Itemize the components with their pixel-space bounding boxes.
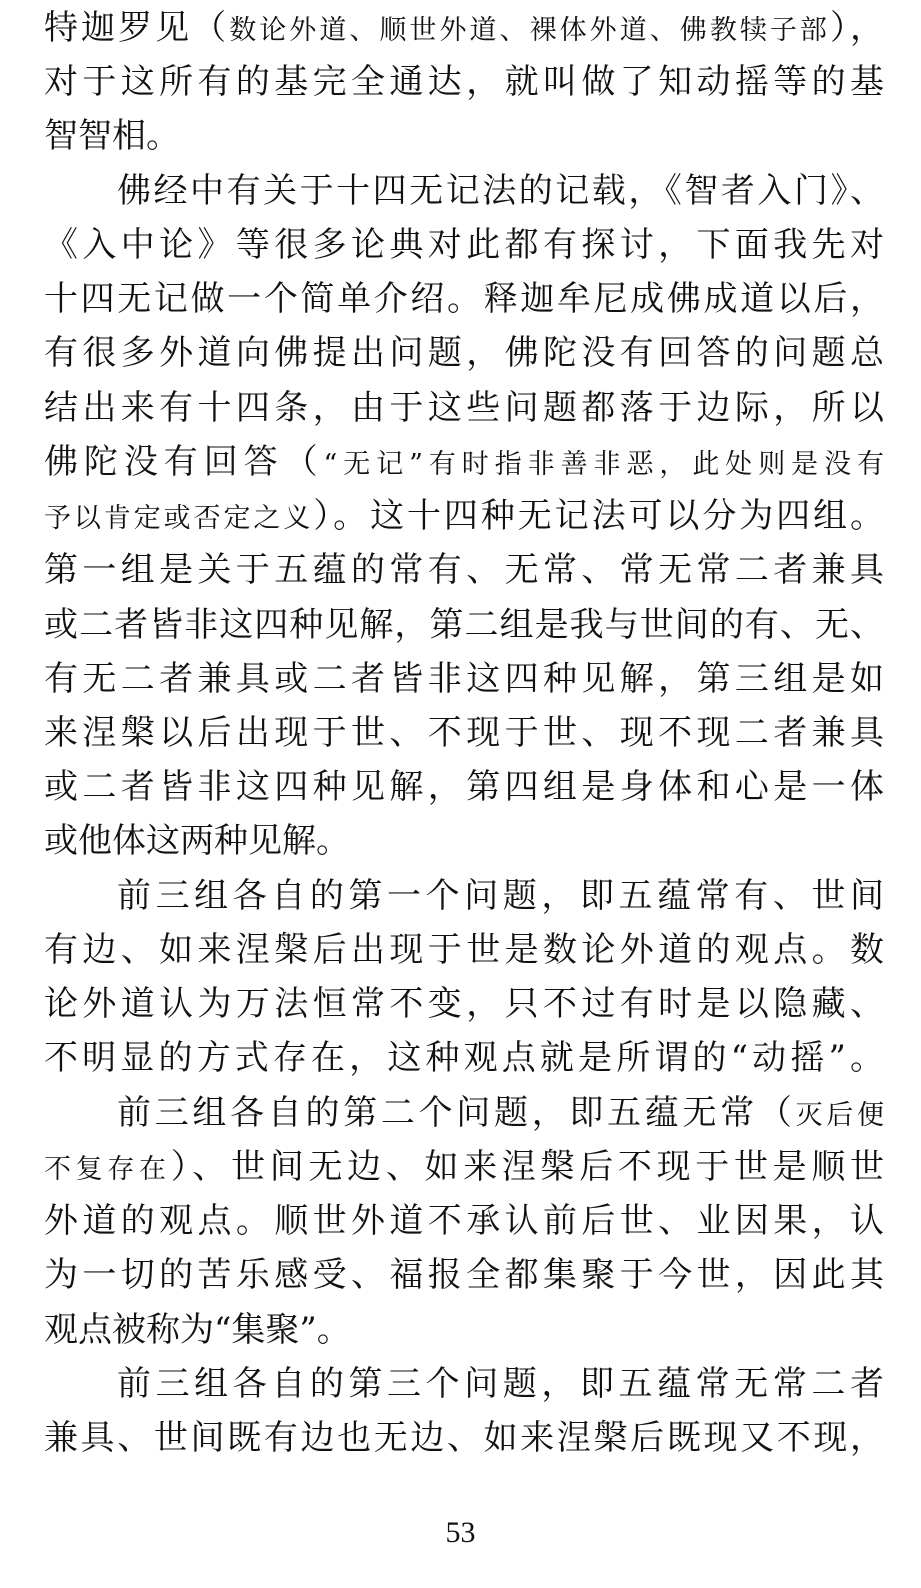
text-line-10: 予以肯定或否定之义）。这十四种无记法可以分为四组。 [44, 496, 884, 536]
text-line-13: 有无二者兼具或二者皆非这四种见解，第三组是如 [44, 659, 884, 699]
text-line-12: 或二者皆非这四种见解，第二组是我与世间的有、无、 [44, 605, 884, 645]
text-line-9: 佛陀没有回答（“无记”有时指非善非恶，此处则是没有 [44, 442, 884, 482]
text-line-11: 第一组是关于五蕴的常有、无常、常无常二者兼具 [44, 550, 884, 590]
text-line-26: 前三组各自的第三个问题，即五蕴常无常二者 [117, 1364, 884, 1404]
text-line-18: 有边、如来涅槃后出现于世是数论外道的观点。数 [44, 930, 884, 970]
text-line-15: 或二者皆非这四种见解，第四组是身体和心是一体 [44, 767, 884, 807]
text-line-17: 前三组各自的第一个问题，即五蕴常有、世间 [117, 876, 884, 916]
text-line-21: 前三组各自的第二个问题，即五蕴无常（灭后便 [117, 1093, 884, 1133]
text-line-5: 《入中论》等很多论典对此都有探讨，下面我先对 [44, 225, 884, 265]
text-line-1: 特迦罗见（数论外道、顺世外道、裸体外道、佛教犊子部）， [44, 8, 884, 48]
text-line-24: 为一切的苦乐感受、福报全都集聚于今世，因此其 [44, 1255, 884, 1295]
text-line-20: 不明显的方式存在，这种观点就是所谓的“动摇”。 [44, 1038, 884, 1078]
text-line-23: 外道的观点。顺世外道不承认前后世、业因果，认 [44, 1201, 884, 1241]
text-line-14: 来涅槃以后出现于世、不现于世、现不现二者兼具 [44, 713, 884, 753]
text-line-16: 或他体这两种见解。 [44, 821, 350, 861]
text-line-4: 佛经中有关于十四无记法的记载，《智者入门》、 [117, 171, 884, 211]
text-line-27: 兼具、世间既有边也无边、如来涅槃后既现又不现， [44, 1418, 884, 1458]
page-number: 53 [445, 1516, 476, 1549]
text-line-25: 观点被称为“集聚”。 [44, 1310, 351, 1350]
text-line-2: 对于这所有的基完全通达，就叫做了知动摇等的基 [44, 62, 884, 102]
text-line-3: 智智相。 [44, 116, 180, 156]
text-line-19: 论外道认为万法恒常不变，只不过有时是以隐藏、 [44, 984, 884, 1024]
text-line-6: 十四无记做一个简单介绍。释迦牟尼成佛成道以后， [44, 279, 884, 319]
text-line-7: 有很多外道向佛提出问题，佛陀没有回答的问题总 [44, 333, 884, 373]
text-line-8: 结出来有十四条，由于这些问题都落于边际，所以 [44, 388, 884, 428]
text-line-22: 不复存在）、世间无边、如来涅槃后不现于世是顺世 [44, 1147, 884, 1187]
